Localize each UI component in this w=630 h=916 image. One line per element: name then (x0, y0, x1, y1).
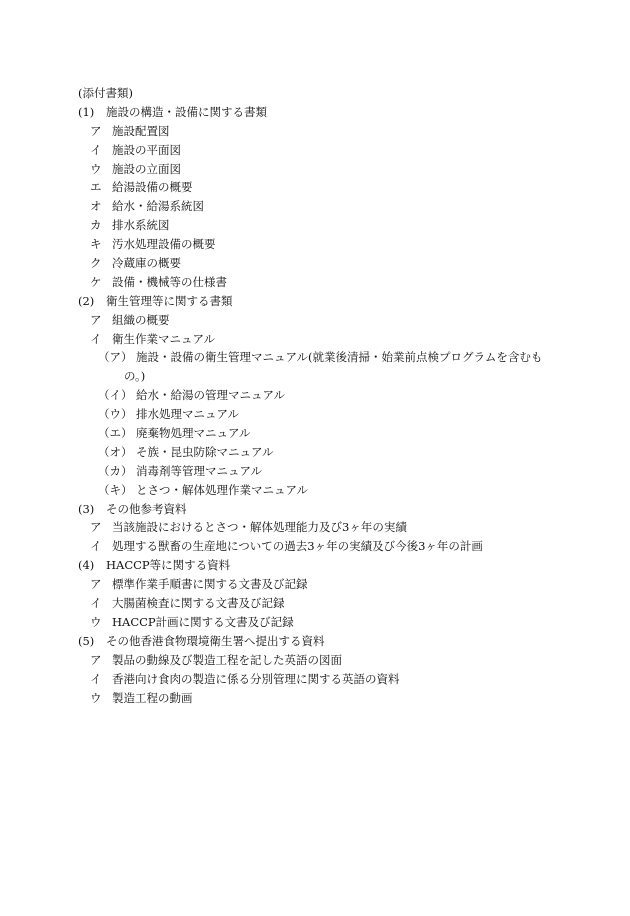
item-label: キ (90, 237, 102, 252)
list-item (78, 254, 568, 273)
attachment-list (78, 84, 568, 707)
item-label: イ (90, 671, 102, 686)
item-text: 施設配置図 (112, 123, 170, 138)
item-text: 廃棄物処理マニュアル (136, 426, 251, 441)
list-item (78, 122, 568, 141)
item-text: 製造工程の動画 (112, 690, 193, 705)
item-label: イ (90, 596, 102, 611)
item-text: HACCP等に関する資料 (106, 558, 231, 573)
list-item (78, 613, 568, 632)
section-heading (78, 103, 568, 122)
list-item (78, 424, 568, 443)
list-item (78, 216, 568, 235)
item-label: ア (90, 652, 102, 667)
item-label: ウ (90, 614, 102, 629)
section-heading (78, 556, 568, 575)
section-heading (78, 500, 568, 519)
list-item (78, 330, 568, 349)
item-label: ア (90, 577, 102, 592)
item-label: ア (90, 123, 102, 138)
item-text: その他香港食物環境衛生署へ提出する資料 (106, 633, 325, 648)
list-item (78, 197, 568, 216)
item-label: カ (90, 218, 102, 233)
item-label: （カ） (98, 463, 133, 478)
list-item (78, 235, 568, 254)
list-item (78, 348, 568, 367)
item-label: （ア） (98, 350, 133, 365)
list-item-continuation (78, 367, 568, 386)
item-text: 消毒剤等管理マニュアル (136, 463, 263, 478)
item-text: 製品の動線及び製造工程を記した英語の図面 (112, 652, 342, 667)
document-heading (78, 84, 568, 103)
item-label: (5) (78, 633, 95, 648)
item-text: 組織の概要 (112, 312, 170, 327)
item-label: （キ） (98, 482, 133, 497)
item-label: オ (90, 199, 102, 214)
list-item (78, 670, 568, 689)
item-text: とさつ・解体処理作業マニュアル (136, 482, 309, 497)
list-item (78, 689, 568, 708)
item-text: 汚水処理設備の概要 (112, 237, 216, 252)
list-item (78, 178, 568, 197)
item-label: (4) (78, 558, 95, 573)
item-label: (1) (78, 104, 95, 119)
item-text: 衛生作業マニュアル (112, 331, 216, 346)
list-item (78, 160, 568, 179)
item-label: ケ (90, 274, 102, 289)
item-label: イ (90, 331, 102, 346)
item-label: イ (90, 142, 102, 157)
item-text: 大腸菌検査に関する文書及び記録 (112, 596, 285, 611)
item-label: ウ (90, 690, 102, 705)
item-label: (2) (78, 293, 95, 308)
list-item (78, 575, 568, 594)
item-text: そ族・昆虫防除マニュアル (136, 444, 274, 459)
list-item (78, 386, 568, 405)
list-item (78, 537, 568, 556)
item-text: HACCP計画に関する文書及び記録 (112, 614, 294, 629)
item-text: 施設・設備の衛生管理マニュアル(就業後清掃・始業前点検プログラムを含むも (136, 350, 543, 365)
item-text: 給湯設備の概要 (112, 180, 193, 195)
item-label: （オ） (98, 444, 133, 459)
item-label: ク (90, 256, 102, 271)
item-label: ア (90, 520, 102, 535)
item-text: 標準作業手順書に関する文書及び記録 (112, 577, 308, 592)
item-text: 衛生管理等に関する書類 (106, 293, 233, 308)
item-label: （イ） (98, 388, 133, 403)
item-text: 当該施設におけるとさつ・解体処理能力及び3ヶ年の実績 (112, 520, 407, 535)
list-item (78, 405, 568, 424)
item-text: 施設の平面図 (112, 142, 181, 157)
item-text: 香港向け食肉の製造に係る分別管理に関する英語の資料 (112, 671, 400, 686)
item-text: の。) (124, 369, 146, 384)
section-heading (78, 292, 568, 311)
list-item (78, 462, 568, 481)
item-label: (3) (78, 501, 95, 516)
item-label: イ (90, 539, 102, 554)
section-heading (78, 632, 568, 651)
heading-text: (添付書類) (78, 86, 133, 100)
item-text: 施設の構造・設備に関する書類 (106, 104, 267, 119)
item-text: その他参考資料 (106, 501, 187, 516)
list-item (78, 594, 568, 613)
item-label: （ウ） (98, 407, 133, 422)
item-label: （エ） (98, 426, 133, 441)
item-label: エ (90, 180, 102, 195)
list-item (78, 443, 568, 462)
list-item (78, 141, 568, 160)
item-text: 給水・給湯系統図 (112, 199, 204, 214)
item-text: 冷蔵庫の概要 (112, 256, 181, 271)
list-item (78, 481, 568, 500)
item-label: ウ (90, 161, 102, 176)
list-item (78, 518, 568, 537)
item-text: 給水・給湯の管理マニュアル (136, 388, 286, 403)
item-text: 排水処理マニュアル (136, 407, 240, 422)
list-item (78, 311, 568, 330)
item-text: 排水系統図 (112, 218, 170, 233)
item-text: 処理する獣畜の生産地についての過去3ヶ年の実績及び今後3ヶ年の計画 (112, 539, 483, 554)
list-item (78, 651, 568, 670)
item-text: 設備・機械等の仕様書 (112, 274, 227, 289)
list-item (78, 273, 568, 292)
item-label: ア (90, 312, 102, 327)
item-text: 施設の立面図 (112, 161, 181, 176)
